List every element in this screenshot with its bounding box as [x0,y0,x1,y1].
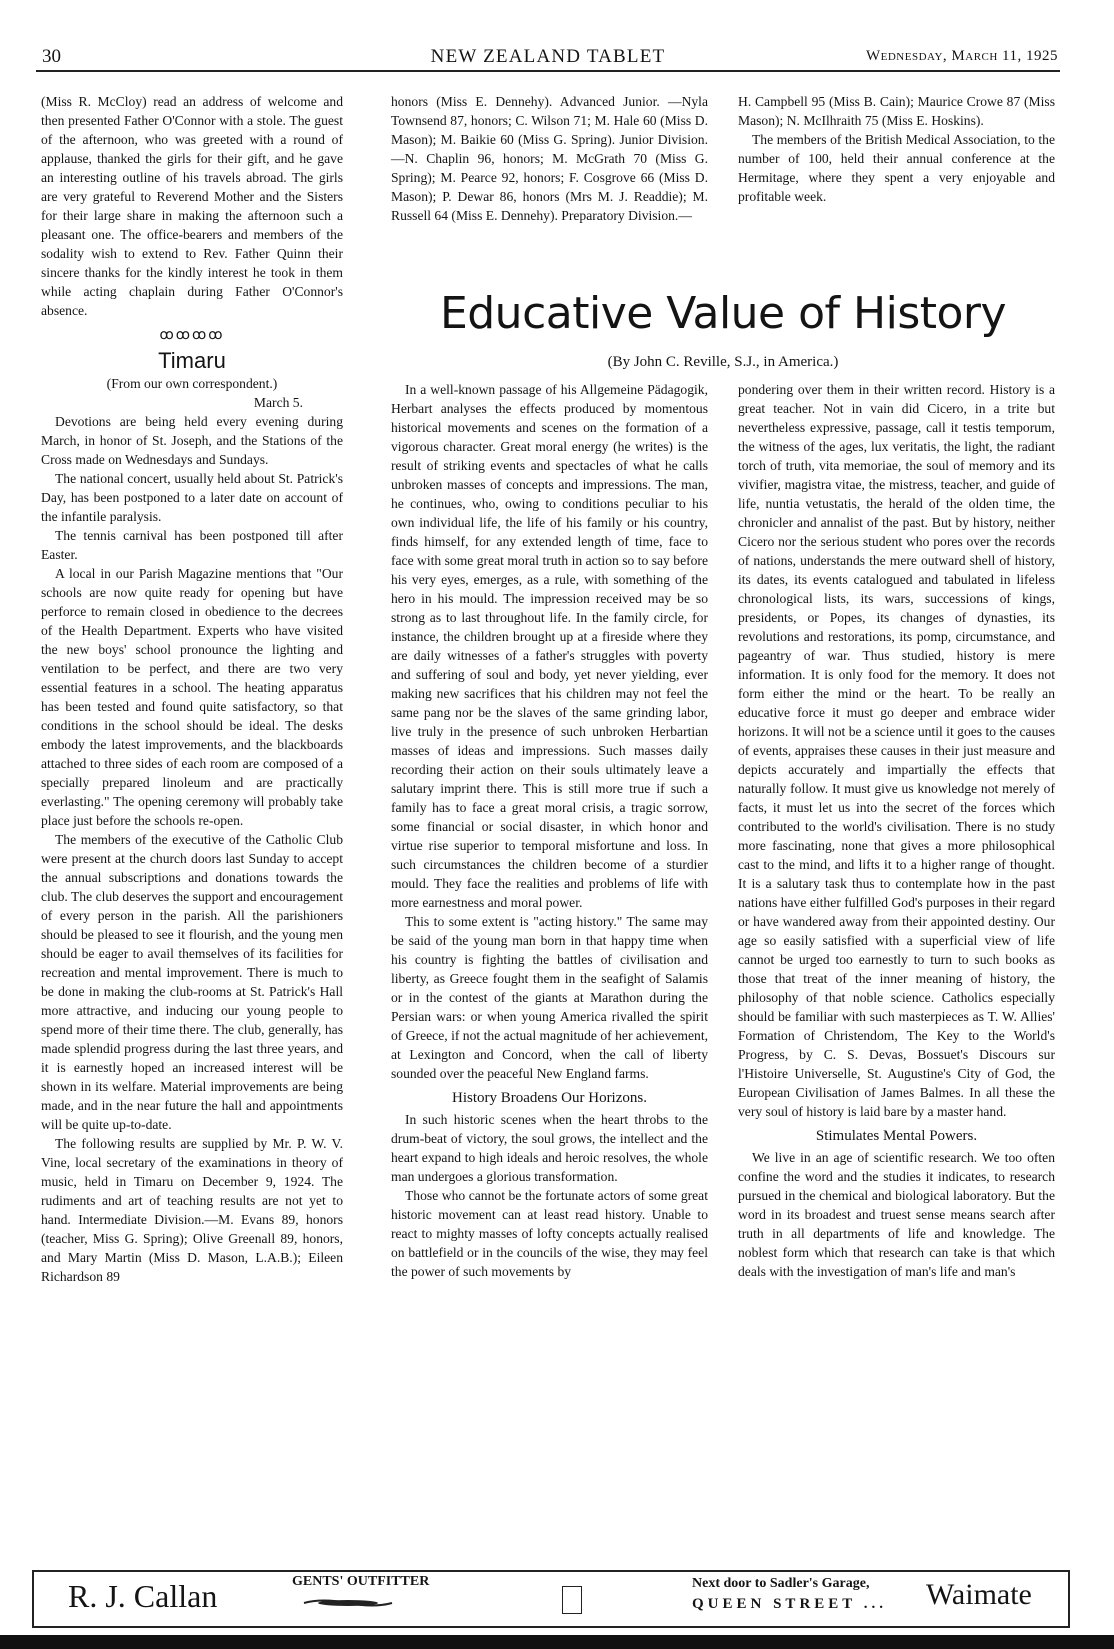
masthead: NEW ZEALAND TABLET [430,46,666,67]
bma-paragraph: The members of the British Medical Association, to the number of 100, held their annual conference at the Hermitage, where they spent a very enjoyable and profitable week. [738,132,1055,204]
paragraph: In a well-known passage of his Allgemeine Pädagogik, Herbart analyses the effects produced by momentous historical movements and scenes on the formation of a vigorous character. Great moral energy (he writes) is the result of striking events and spectacles of what he calls unbroken masses of concepts and impressions. The man, he continues, who, owing to conditions peculiar to his own individual life, the life of his family or his country, finds himself, for any extended length of time, face to face with some great moral truth in action so to say before his very eyes, emerges, as a rule, with something of the hero in his mould. The impression received may be so strong as to last throughout life. In the family circle, for instance, the children brought up at a fireside where they are daily witnesses of a father's struggles with poverty and suffering of soul and body, yet never yielding, ever making new sacrifices that his children may not feel the same pang nor be the slaves of the same grinding labor, live truly in the presence of such unbroken Herbartian masses of ideas and impressions. Such masses daily recording their action on their souls ultimately leave a salutary imprint there. This is still more true if such a family has to face a great moral crisis, a tragic sorrow, some financial or social disaster, in which honor and virtue rise superior to temporal misfortune and loss. In such circumstances the children become of a sturdier mould. They face the realities and problems of life with more earnestness and moral power. [391,382,708,910]
advertiser-trade: GENTS' OUTFITTER [292,1574,430,1589]
ornament-divider: ꝏꝏꝏꝏ [159,328,225,343]
subheading-history-broadens: History Broadens Our Horizons. [452,1090,647,1106]
section-title-timaru: Timaru [158,348,226,373]
advertisement-box [32,1570,1070,1628]
header-rule [36,70,1060,72]
decorative-flourish-icon [302,1598,394,1608]
issue-date: Wednesday, March 11, 1925 [865,48,1058,64]
subheading-stimulates: Stimulates Mental Powers. [815,1128,978,1144]
bottom-bar [0,1635,1114,1649]
correspondent-line: (From our own correspondent.) [106,376,278,391]
paragraph: The members of the executive of the Catholic Club were present at the church doors last Sunday to accept the annual subscriptions and donations towards the club. The club deserves the support and encouragement of every person in the parish. All the parishioners should be pleased to see it flourish, and the young men should be eager to avail themselves of its facilities for recreation and mental improvement. There is much to be done in making the club-rooms at St. Patrick's Hall more attractive, and inducing our young people to spend more of their time there. The club, generally, has made splendid progress during the last three years, and it is earnestly hoped an increased interest will be shown in its welfare. Material improvements are being made, and in the near future the hall and appointments will be quite up-to-date. [41,832,343,1132]
article-byline: (By John C. Reville, S.J., in America.) [607,354,839,370]
column-1 [41,92,343,1286]
paragraph: pondering over them in their written record. History is a great teacher. Not in vain did Cicero, in a trite but nevertheless expressive, passage, call it testis temporum, the witness of the ages, lux veritatis, the light, the radiant torch of truth, vita memoriae, the soul of memory and its vivifier, magistra vitae, the mistress, teacher, and guide of life, nuntia vetustatis, the herald of the olden time, the chronicler and annalist of the past. But by history, neither Cicero nor the serious student who pores over the records of nations, understands the mere outward shell of history, its dates, its events catalogued and tabulated in lifeless chronological lists, its wars, successions of kings, presidents, or Popes, its changes of dynasties, its revolutions and restorations, its pomp, circumstance, and pageantry of war. Thus studied, history is mere information. It is only food for the memory. It does not form either the mind or the heart. To be really an educative force it must go deeper and embrace wider horizons. It will not be a science until it goes to the causes of events, appraises these causes in their just measure and depicts accurately and impartially the effects that naturally follow. It must give us knowledge not merely of facts, it must let us into the secret of the forces which contributed to the world's civilisation. There is no study more fascinating, none that gives a more philosophical cast to the mind, and lifts it to a higher range of thought. It is a salutary task thus to contemplate how in the past nations have either fulfilled God's purposes in their regard or have wandered away from their appointed destiny. Our age so easily satisfied with a superficial view of life cannot be urged too earnestly to turn to such books as those that treat of the inner meaning of history, the philosophy of that noble science. Catholics especially should be familiar with such masterpieces as T. W. Allies' Formation of Christendom, The Key to the World's Progress, by C. S. Devas, Bossuet's Discours sur l'Histoire Universelle, St. Augustine's City of God, the European Civilisation of James Balmes. In all these the very soul of history is laid bare by a master hand. [738,382,1055,1119]
article-headline: Educative Value of History [439,288,1007,339]
paragraph: The tennis carnival has been postponed till after Easter. [41,528,343,562]
advertiser-location-line1: Next door to Sadler's Garage, [692,1576,870,1591]
square-box-icon [562,1586,582,1614]
dateline: March 5. [253,395,303,410]
advertiser-town: Waimate [926,1578,1032,1611]
column-3-top [738,92,1055,206]
paragraph: In such historic scenes when the heart throbs to the drum-beat of victory, the soul grows, the intellect and the heart expand to high ideals and heroic resolves, the whole man undergoes a glorious transformation. [391,1112,708,1184]
paragraph: The national concert, usually held about St. Patrick's Day, has been postponed to a later date on account of the infantile paralysis. [41,471,343,524]
paragraph: We live in an age of scientific research. We too often confine the word and the studies it indicates, to research pursued in the chemical and biological laboratory. But the word in its broadest and truest sense means search after truth in all departments of life and knowledge. The noblest form which that research can take is that which deals with the investigation of man's life and man's [738,1150,1055,1279]
results-end: H. Campbell 95 (Miss B. Cain); Maurice Crowe 87 (Miss Mason); N. McIlhraith 75 (Miss E. Hoskins). [738,94,1055,128]
page-header [36,44,1060,72]
paragraph: Devotions are being held every evening during March, in honor of St. Joseph, and the Stations of the Cross made on Wednesdays and Sundays. [41,414,343,467]
advertiser-name: R. J. Callan [68,1578,218,1614]
results-continued: honors (Miss E. Dennehy). Advanced Junior. —Nyla Townsend 87, honors; C. Wilson 71; M. Hale 60 (Miss D. Mason); M. Baikie 60 (Miss G. Spring). Junior Division.—N. Chaplin 96, honors; M. McGrath 70 (Miss G. Spring); M. Pearce 92, honors; F. Cosgrove 66 (Miss D. Mason); P. Dewar 86, honors (Mrs M. J. Readdie); M. Russell 64 (Miss E. Dennehy). Preparatory Division.— [391,94,708,223]
column-2-top [391,92,708,225]
article-column-3 [738,380,1055,1281]
paragraph: The following results are supplied by Mr. P. W. V. Vine, local secretary of the examinations in theory of music, held in Timaru on December 9, 1924. The rudiments and art of teaching results are not yet to hand. Intermediate Division.—M. Evans 89, honors (teacher, Miss G. Spring); Olive Greenall 89, honors, and Mary Martin (Miss D. Mason, L.A.B.); Eileen Richardson 89 [41,1136,343,1284]
page-number: 30 [42,46,61,67]
advertiser-location-line2: QUEEN STREET ... [692,1596,888,1612]
article-column-2 [391,380,708,1281]
paragraph: Those who cannot be the fortunate actors of some great historic movement can at least read history. Unable to react to mighty masses of lofty concepts actually realised on battlefield or in the councils of the wise, they may feel the power of such movements by [391,1188,708,1279]
paragraph: This to some extent is "acting history." The same may be said of the young man born in that happy time when his country is fighting the battles of civilisation and liberty, as Greece fought them in the seafight of Salamis or in the contest of the giants at Marathon during the Persian wars: or when young America rivalled the spirit of Greece, if not the actual magnitude of her achievement, at Lexington and Concord, when the call of liberty sounded over the peaceful New England farms. [391,914,708,1081]
intro-paragraph: (Miss R. McCloy) read an address of welcome and then presented Father O'Connor with a stole. The guest of the afternoon, who was greeted with a round of applause, thanked the girls for their gift, and he gave an interesting outline of his travels abroad. The girls are very grateful to Reverend Mother and the Sisters for their large share in making the afternoon such a pleasant one. The office-bearers and members of the sodality wish to extend to Rev. Father Quinn their sincere thanks for the kindly interest he took in them while acting chaplain during Father O'Connor's absence. [41,94,343,318]
paragraph: A local in our Parish Magazine mentions that "Our schools are now quite ready for opening but have perforce to remain closed in obedience to the decrees of the Health Department. Experts who have visited the new boys' school pronounce the lighting and ventilation to be perfect, and there are two very essential features in a school. The heating apparatus has been tested and found quite satisfactory, so that conditions in the school should be ideal. The desks embody the latest improvements, and the blackboards attached to three sides of each room are composed of a specially prepared linoleum and are practically everlasting." The opening ceremony will probably take place just before the schools re-open. [41,566,343,828]
